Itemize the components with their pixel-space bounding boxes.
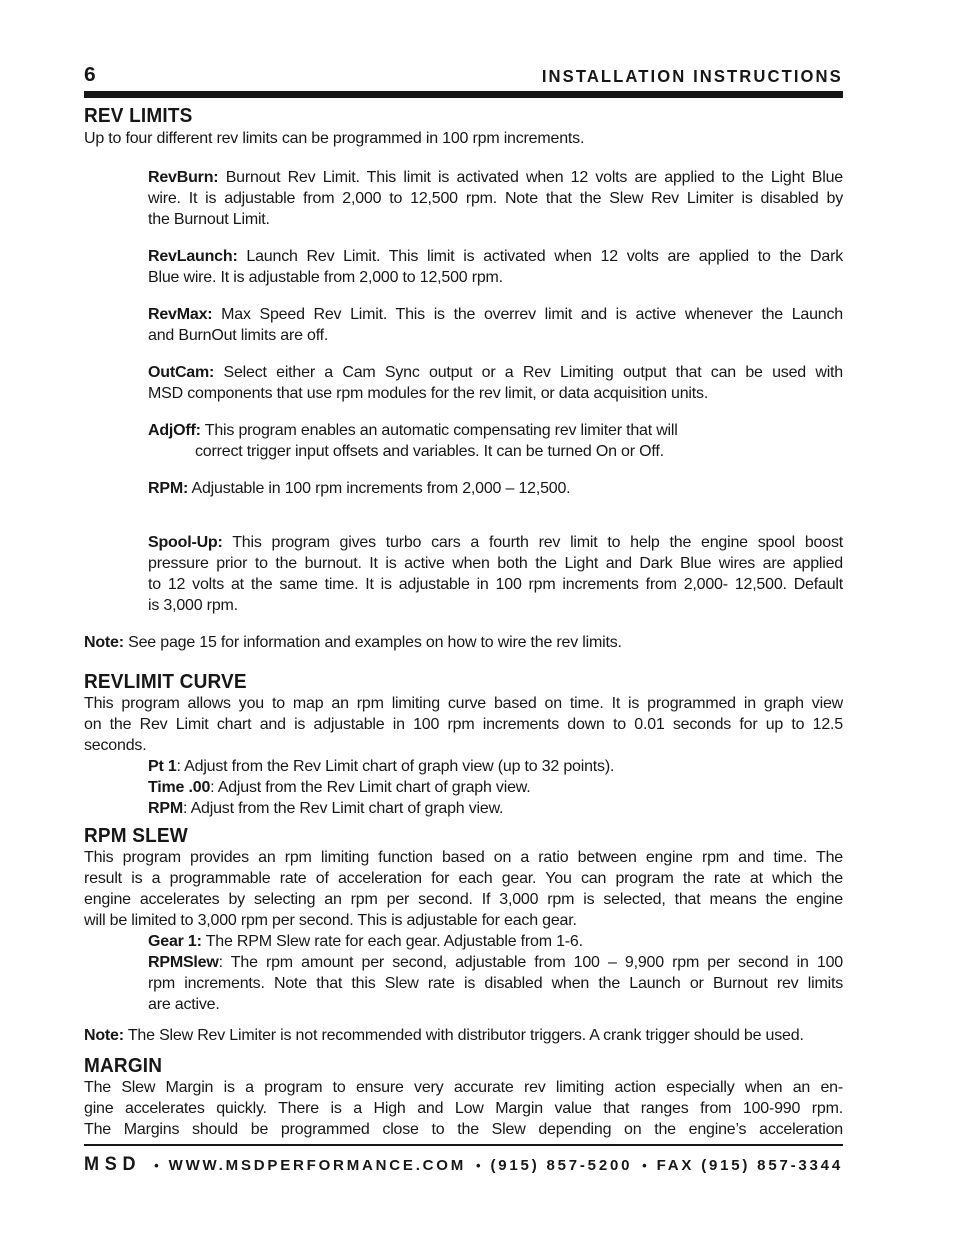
rpm-slew-intro — [84, 847, 843, 931]
definition-term: RPM: — [148, 480, 189, 497]
text-line: is 3,000 rpm. — [148, 597, 238, 614]
page-header — [84, 64, 843, 87]
section-heading-rpm-slew: RPM SLEW — [84, 825, 188, 847]
definition-revmax — [148, 304, 843, 346]
footer-brand: MSD — [84, 1154, 142, 1175]
text-line: OutCam: Select either a Cam Sync output or a Rev Limiting output that can be used with — [148, 364, 843, 381]
note-rev-limits — [84, 632, 843, 653]
text-line: the Burnout Limit. — [148, 211, 270, 228]
definition-term: Time .00 — [148, 779, 211, 796]
footer-website: WWW.MSDPERFORMANCE.COM — [168, 1156, 467, 1174]
definition-revburn — [148, 167, 843, 230]
footer-rule — [84, 1144, 843, 1146]
text-line: RevLaunch: Launch Rev Limit. This limit is activated when 12 volts are applied to the Dark — [148, 248, 843, 265]
definition-adjoff — [148, 420, 843, 462]
rev-limits-definitions — [84, 167, 843, 616]
section-heading-revlimit-curve: REVLIMIT CURVE — [84, 671, 247, 693]
text-line: RPM: Adjustable in 100 rpm increments from 2,000 – 12,500. — [148, 480, 571, 497]
sub-item-pt1: Pt 1: Adjust from the Rev Limit chart of graph view (up to 32 points). — [148, 758, 615, 775]
footer-phone: (915) 857-5200 — [490, 1156, 633, 1174]
sub-item-time: Time .00: Adjust from the Rev Limit chart of graph view. — [148, 779, 531, 796]
footer-contact-line — [84, 1154, 843, 1176]
text-line: The Margins should be programmed close to the Slew depending on the engine’s acceleration — [84, 1121, 843, 1138]
text-line: RevMax: Max Speed Rev Limit. This is the overrev limit and is active whenever the Launch — [148, 306, 843, 323]
text-line: RevBurn: Burnout Rev Limit. This limit is activated when 12 volts are applied to the Light Blue — [148, 169, 843, 186]
text-line: The Slew Margin is a program to ensure very accurate rev limiting action especially when an en- — [84, 1079, 843, 1096]
bullet-separator: • — [642, 1157, 647, 1173]
definition-term: OutCam: — [148, 364, 215, 381]
text-line: wire. It is adjustable from 2,000 to 12,500 rpm. Note that the Slew Rev Limiter is disabled by — [148, 190, 843, 207]
note-text: The Slew Rev Limiter is not recommended with distributor triggers. A crank trigger should be used. — [127, 1027, 804, 1044]
text-line: gine accelerates quickly. There is a High and Low Margin value that ranges from 100-990 rpm. — [84, 1100, 843, 1117]
sub-item-rpmslew — [148, 952, 843, 1015]
revlimit-curve-items — [84, 756, 843, 819]
revlimit-curve-intro — [84, 693, 843, 756]
sub-item-rpm: RPM: Adjust from the Rev Limit chart of graph view. — [148, 800, 504, 817]
definition-term: RevBurn: — [148, 169, 219, 186]
text-line: This program provides an rpm limiting function based on a ratio between engine rpm and time. The — [84, 849, 843, 866]
definition-revlaunch — [148, 246, 843, 288]
text-line: are active. — [148, 996, 220, 1013]
text-line: engine accelerates by selecting an rpm per second. If 3,000 rpm is selected, that means the engine — [84, 891, 843, 908]
rev-limits-intro: Up to four different rev limits can be programmed in 100 rpm increments. — [84, 130, 585, 147]
footer-fax: FAX (915) 857-3344 — [656, 1156, 843, 1174]
page-number: 6 — [84, 64, 97, 86]
definition-term: Spool-Up: — [148, 534, 223, 551]
text-line: Spool-Up: This program gives turbo cars a fourth rev limit to help the engine spool boost — [148, 534, 843, 551]
text-line: RPMSlew: The rpm amount per second, adjustable from 100 – 9,900 rpm per second in 100 — [148, 954, 843, 971]
definition-term: RPMSlew — [148, 954, 219, 971]
definition-rpm — [148, 478, 843, 499]
text-line: result is a programmable rate of acceleration for each gear. You can program the rate at which the — [84, 870, 843, 887]
section-heading-margin: MARGIN — [84, 1055, 163, 1077]
definition-term: Gear 1: — [148, 933, 202, 950]
definition-term: AdjOff: — [148, 422, 201, 439]
text-line: Blue wire. It is adjustable from 2,000 to 12,500 rpm. — [148, 269, 503, 286]
definition-term: Pt 1 — [148, 758, 177, 775]
definition-term: RPM — [148, 800, 183, 817]
text-line: pressure prior to the burnout. It is active when both the Light and Dark Blue wires are applied — [148, 555, 843, 572]
note-label: Note: — [84, 634, 124, 651]
text-line: MSD components that use rpm modules for the rev limit, or data acquisition units. — [148, 385, 709, 402]
definition-term: RevLaunch: — [148, 248, 238, 265]
section-heading-rev-limits: REV LIMITS — [84, 105, 193, 127]
note-rpm-slew — [84, 1025, 843, 1046]
bullet-separator: • — [475, 1157, 481, 1173]
text-line: seconds. — [84, 737, 147, 754]
text-line: This program allows you to map an rpm limiting curve based on time. It is programmed in graph view — [84, 695, 843, 712]
text-line: and BurnOut limits are off. — [148, 327, 329, 344]
text-line: on the Rev Limit chart and is adjustable in 100 rpm increments down to 0.01 seconds for up to 12.5 — [84, 716, 843, 733]
page-footer — [84, 1144, 843, 1176]
sub-item-gear1: Gear 1: The RPM Slew rate for each gear. Adjustable from 1-6. — [148, 933, 583, 950]
bullet-separator: • — [154, 1157, 159, 1173]
note-label: Note: — [84, 1027, 124, 1044]
text-line: AdjOff: This program enables an automatic compensating rev limiter that will — [148, 422, 678, 439]
header-title: INSTALLATION INSTRUCTIONS — [541, 66, 843, 86]
header-rule — [84, 91, 843, 98]
rpm-slew-items — [84, 931, 843, 1015]
definition-outcam — [148, 362, 843, 404]
margin-intro — [84, 1077, 843, 1140]
text-line: rpm increments. Note that this Slew rate is disabled when the Launch or Burnout rev limits — [148, 975, 843, 992]
definition-term: RevMax: — [148, 306, 213, 323]
text-line: will be limited to 3,000 rpm per second. This is adjustable for each gear. — [84, 912, 577, 929]
note-text: See page 15 for information and examples on how to wire the rev limits. — [128, 634, 622, 651]
text-line: correct trigger input offsets and variables. It can be turned On or Off. — [195, 443, 664, 460]
text-line: to 12 volts at the same time. It is adjustable in 100 rpm increments from 2,000- 12,500. Default — [148, 576, 843, 593]
definition-spool-up — [148, 532, 843, 616]
